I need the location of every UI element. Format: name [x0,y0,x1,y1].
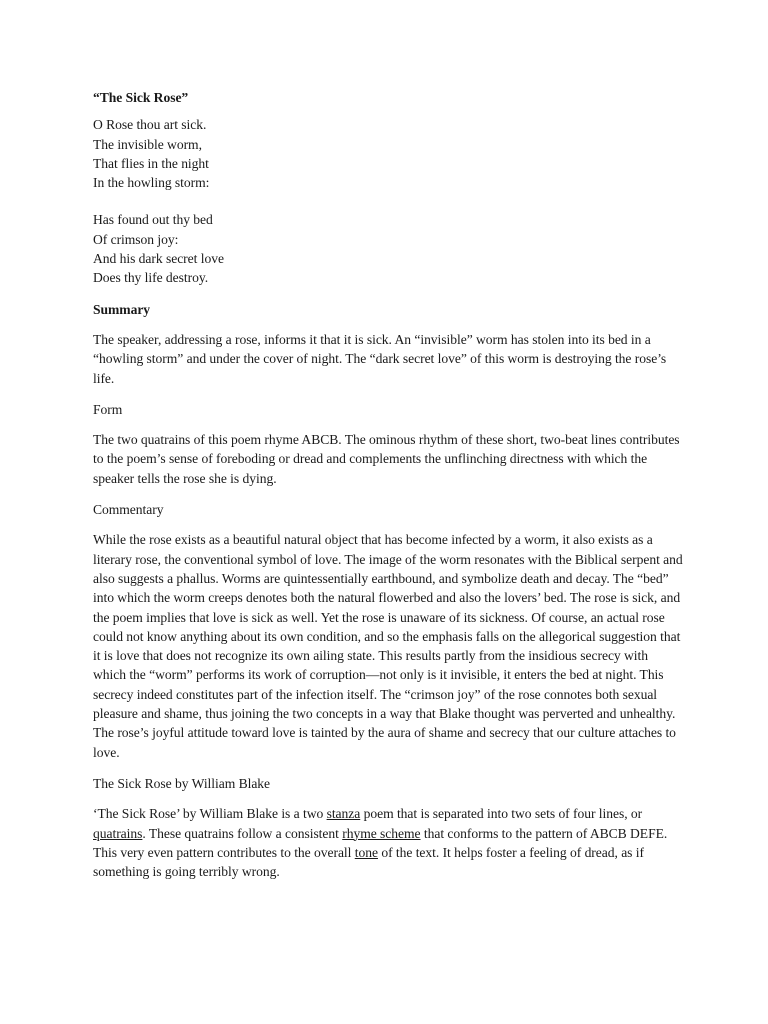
document-page [93,88,683,893]
rhyme-scheme-link[interactable]: rhyme scheme [342,825,421,841]
text-segment: ‘The Sick Rose’ by William Blake is a two [93,806,327,822]
summary-paragraph: The speaker, addressing a rose, informs it that it is sick. An “invisible” worm has stolen into its bed in a “howling storm” and under the cover of night. The “dark secret love” of this worm is destroying the rose’s life. [93,331,667,386]
form-heading: Form [93,401,123,417]
commentary-heading: Commentary [93,502,164,518]
poem-title: “The Sick Rose” [93,90,189,105]
poem-line: O Rose thou art sick. [93,117,207,133]
blake-section-paragraph [93,804,683,881]
poem-line: Does thy life destroy. [93,270,209,286]
poem-line: And his dark secret love [93,251,224,267]
tone-link[interactable]: tone [354,844,378,860]
quatrains-link[interactable]: quatrains [93,825,143,841]
poem-line: The invisible worm, [93,136,202,152]
poem-stanza-1 [93,115,683,192]
text-segment: of the text. It helps foster a feeling of dread, as if something is going terribly wrong. [93,844,644,880]
blake-section-heading: The Sick Rose by William Blake [93,775,271,791]
commentary-paragraph: While the rose exists as a beautiful natural object that has become infected by a worm, it also exists as a literary rose, the conventional symbol of love. The image of the worm resonates with the Biblical serpent and also suggests a phallus. Worms are quintessentially earthbound, and symbolize death and decay. The “bed” into which the worm creeps denotes both the natural flowerbed and also the lovers’ bed. The rose is sick, and the poem implies that love is sick as well. Yet the rose is unaware of its sickness. Of course, an actual rose could not know anything about its own condition, and so the emphasis falls on the allegorical suggestion that it is love that does not recognize its own ailing state. This results partly from the insidious secrecy with which the “worm” performs its work of corruption—not only is it invisible, it enters the bed at night. This secrecy indeed constitutes part of the infection itself. The “crimson joy” of the rose connotes both sexual pleasure and shame, thus joining the two concepts in a way that Blake thought was perverted and unhealthy. The rose’s joyful attitude toward love is tainted by the aura of shame and secrecy that our culture attaches to love. [93,532,683,760]
poem-line: In the howling storm: [93,175,210,191]
summary-heading: Summary [93,301,151,317]
form-paragraph: The two quatrains of this poem rhyme ABCB. The ominous rhythm of these short, two-beat lines contributes to the poem’s sense of foreboding or dread and complements the unflinching directness with which the speaker tells the rose she is dying. [93,432,680,486]
poem-line: Has found out thy bed [93,212,213,228]
text-segment: that conforms to the pattern of ABCB DEFE. This very even pattern contributes to the overall [93,825,668,860]
stanza-link[interactable]: stanza [326,806,361,822]
text-segment: poem that is separated into two sets of four lines, or [360,806,643,822]
poem-stanza-2 [93,210,683,287]
poem-line: That flies in the night [93,155,209,171]
text-segment: . These quatrains follow a consistent [142,825,343,841]
poem-line: Of crimson joy: [93,231,179,247]
